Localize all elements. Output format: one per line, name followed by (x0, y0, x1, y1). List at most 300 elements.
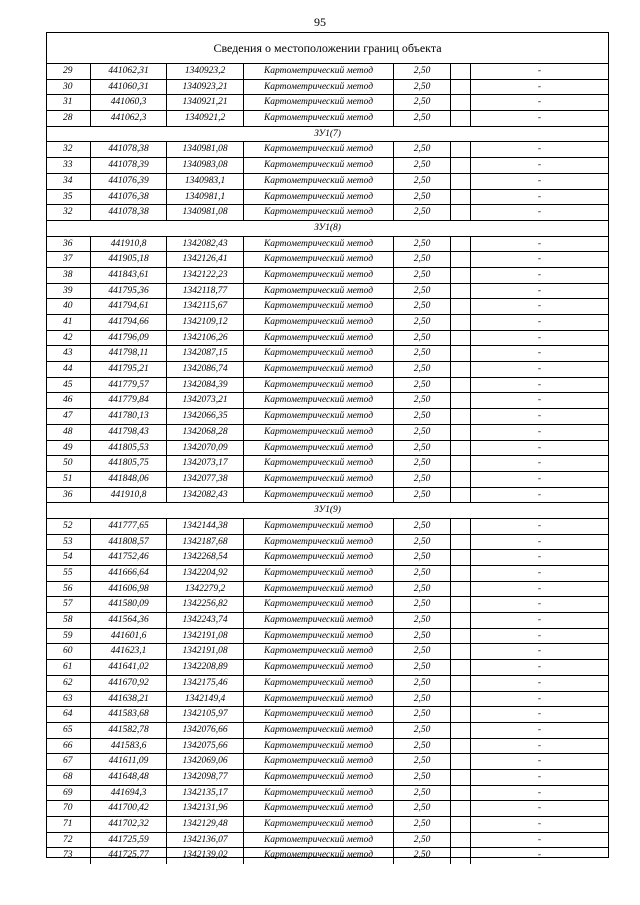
table-row (47, 833, 608, 849)
y-coordinate: 1342118,77 (167, 284, 244, 299)
y-coordinate: 1342122,23 (167, 268, 244, 283)
description: - (537, 160, 542, 171)
y-coordinate: 1342086,74 (167, 362, 244, 377)
table-row (47, 550, 608, 566)
accuracy: 2,50 (394, 817, 451, 832)
description: - (537, 426, 542, 437)
method: Картометрический метод (244, 378, 394, 393)
empty-cell (451, 692, 471, 707)
table-row (47, 441, 608, 457)
table-row (47, 676, 608, 692)
accuracy: 2,50 (394, 190, 451, 205)
empty-cell (451, 158, 471, 173)
method: Картометрический метод (244, 111, 394, 126)
y-coordinate: 1342070,09 (167, 441, 244, 456)
accuracy: 2,50 (394, 346, 451, 361)
point-number: 44 (47, 362, 91, 377)
empty-cell (451, 848, 471, 864)
x-coordinate: 441078,39 (91, 158, 167, 173)
table-row (47, 142, 608, 158)
x-coordinate: 441702,32 (91, 817, 167, 832)
point-number: 70 (47, 801, 91, 816)
description: - (537, 191, 542, 202)
y-coordinate: 1342149,4 (167, 692, 244, 707)
table-row (47, 456, 608, 472)
y-coordinate: 1340981,08 (167, 205, 244, 220)
x-coordinate: 441623,1 (91, 644, 167, 659)
point-number: 62 (47, 676, 91, 691)
method: Картометрический метод (244, 315, 394, 330)
y-coordinate: 1342135,17 (167, 786, 244, 801)
description: - (537, 395, 542, 406)
table-row (47, 817, 608, 833)
table-row (47, 64, 608, 80)
empty-cell (451, 409, 471, 424)
x-coordinate: 441062,3 (91, 111, 167, 126)
accuracy: 2,50 (394, 393, 451, 408)
empty-cell (451, 393, 471, 408)
point-number: 66 (47, 739, 91, 754)
accuracy: 2,50 (394, 268, 451, 283)
x-coordinate: 441700,42 (91, 801, 167, 816)
point-number: 29 (47, 64, 91, 79)
point-number: 31 (47, 95, 91, 110)
description: - (537, 379, 542, 390)
empty-cell (451, 142, 471, 157)
x-coordinate: 441078,38 (91, 205, 167, 220)
description: - (537, 630, 542, 641)
empty-cell (451, 456, 471, 471)
accuracy: 2,50 (394, 723, 451, 738)
point-number: 38 (47, 268, 91, 283)
table-row (47, 95, 608, 111)
description: - (537, 740, 542, 751)
empty-cell (451, 535, 471, 550)
method: Картометрический метод (244, 64, 394, 79)
y-coordinate: 1340981,08 (167, 142, 244, 157)
accuracy: 2,50 (394, 409, 451, 424)
method: Картометрический метод (244, 848, 394, 864)
x-coordinate: 441795,36 (91, 284, 167, 299)
point-number: 45 (47, 378, 91, 393)
empty-cell (451, 629, 471, 644)
accuracy: 2,50 (394, 456, 451, 471)
method: Картометрический метод (244, 80, 394, 95)
empty-cell (451, 786, 471, 801)
y-coordinate: 1342191,08 (167, 644, 244, 659)
point-number: 53 (47, 535, 91, 550)
x-coordinate: 441694,3 (91, 786, 167, 801)
x-coordinate: 441843,61 (91, 268, 167, 283)
empty-cell (451, 582, 471, 597)
accuracy: 2,50 (394, 535, 451, 550)
x-coordinate: 441606,98 (91, 582, 167, 597)
method: Картометрический метод (244, 158, 394, 173)
description: - (537, 207, 542, 218)
empty-cell (451, 739, 471, 754)
empty-cell (451, 676, 471, 691)
point-number: 34 (47, 174, 91, 189)
y-coordinate: 1342126,41 (167, 252, 244, 267)
description: - (537, 411, 542, 422)
method: Картометрический метод (244, 692, 394, 707)
y-coordinate: 1342256,82 (167, 597, 244, 612)
point-number: 33 (47, 158, 91, 173)
description: - (537, 332, 542, 343)
x-coordinate: 441582,78 (91, 723, 167, 738)
y-coordinate: 1342187,68 (167, 535, 244, 550)
description: - (537, 97, 542, 108)
empty-cell (451, 597, 471, 612)
section-label: ЗУ1(9) (47, 503, 608, 519)
accuracy: 2,50 (394, 770, 451, 785)
point-number: 36 (47, 488, 91, 503)
y-coordinate: 1342279,2 (167, 582, 244, 597)
accuracy: 2,50 (394, 644, 451, 659)
table-row (47, 707, 608, 723)
accuracy: 2,50 (394, 111, 451, 126)
method: Картометрический метод (244, 739, 394, 754)
method: Картометрический метод (244, 535, 394, 550)
accuracy: 2,50 (394, 205, 451, 220)
description: - (537, 285, 542, 296)
empty-cell (451, 488, 471, 503)
point-number: 36 (47, 237, 91, 252)
page-number: 95 (314, 15, 326, 29)
x-coordinate: 441794,66 (91, 315, 167, 330)
x-coordinate: 441062,31 (91, 64, 167, 79)
point-number: 55 (47, 566, 91, 581)
x-coordinate: 441910,8 (91, 488, 167, 503)
x-coordinate: 441777,65 (91, 519, 167, 534)
description: - (537, 489, 542, 500)
point-number: 49 (47, 441, 91, 456)
method: Картометрический метод (244, 770, 394, 785)
y-coordinate: 1342082,43 (167, 488, 244, 503)
method: Картометрический метод (244, 707, 394, 722)
accuracy: 2,50 (394, 754, 451, 769)
description: - (537, 238, 542, 249)
accuracy: 2,50 (394, 786, 451, 801)
x-coordinate: 441564,36 (91, 613, 167, 628)
empty-cell (451, 566, 471, 581)
table-title: Сведения о местоположении границ объекта (47, 33, 608, 64)
accuracy: 2,50 (394, 566, 451, 581)
y-coordinate: 1342082,43 (167, 237, 244, 252)
accuracy: 2,50 (394, 315, 451, 330)
accuracy: 2,50 (394, 331, 451, 346)
table-row (47, 299, 608, 315)
y-coordinate: 1342105,97 (167, 707, 244, 722)
table-row (47, 425, 608, 441)
empty-cell (451, 64, 471, 79)
point-number: 56 (47, 582, 91, 597)
accuracy: 2,50 (394, 582, 451, 597)
point-number: 48 (47, 425, 91, 440)
point-number: 43 (47, 346, 91, 361)
table-row (47, 597, 608, 613)
accuracy: 2,50 (394, 660, 451, 675)
table-row (47, 190, 608, 206)
y-coordinate: 1340983,08 (167, 158, 244, 173)
table-row (47, 488, 608, 504)
table-row (47, 393, 608, 409)
description: - (537, 317, 542, 327)
empty-cell (451, 441, 471, 456)
table-row (47, 315, 608, 331)
empty-cell (451, 833, 471, 848)
description: - (537, 175, 542, 186)
description: - (537, 520, 542, 531)
x-coordinate: 441848,06 (91, 472, 167, 487)
accuracy: 2,50 (394, 739, 451, 754)
method: Картометрический метод (244, 425, 394, 440)
empty-cell (451, 378, 471, 393)
method: Картометрический метод (244, 362, 394, 377)
accuracy: 2,50 (394, 174, 451, 189)
table-row (47, 472, 608, 488)
method: Картометрический метод (244, 566, 394, 581)
empty-cell (451, 315, 471, 330)
description: - (537, 66, 542, 76)
y-coordinate: 1342175,46 (167, 676, 244, 691)
x-coordinate: 441779,84 (91, 393, 167, 408)
method: Картометрический метод (244, 331, 394, 346)
point-number: 41 (47, 315, 91, 330)
x-coordinate: 441078,38 (91, 142, 167, 157)
empty-cell (451, 472, 471, 487)
y-coordinate: 1342106,26 (167, 331, 244, 346)
empty-cell (451, 425, 471, 440)
point-number: 50 (47, 456, 91, 471)
empty-cell (451, 550, 471, 565)
table-row (47, 205, 608, 221)
method: Картометрический метод (244, 299, 394, 314)
accuracy: 2,50 (394, 597, 451, 612)
method: Картометрический метод (244, 801, 394, 816)
empty-cell (451, 268, 471, 283)
x-coordinate: 441648,48 (91, 770, 167, 785)
section-label: ЗУ1(8) (47, 221, 608, 237)
table-row (47, 613, 608, 629)
accuracy: 2,50 (394, 692, 451, 707)
accuracy: 2,50 (394, 676, 451, 691)
x-coordinate: 441798,43 (91, 425, 167, 440)
table-row (47, 331, 608, 347)
y-coordinate: 1340923,2 (167, 64, 244, 79)
x-coordinate: 441795,21 (91, 362, 167, 377)
description: - (537, 458, 542, 469)
accuracy: 2,50 (394, 237, 451, 252)
table-row (47, 519, 608, 535)
y-coordinate: 1342073,17 (167, 456, 244, 471)
table-row (47, 111, 608, 127)
point-number: 42 (47, 331, 91, 346)
section-label: ЗУ1(7) (47, 127, 608, 143)
method: Картометрический метод (244, 142, 394, 157)
empty-cell (451, 362, 471, 377)
method: Картометрический метод (244, 393, 394, 408)
table-row (47, 723, 608, 739)
accuracy: 2,50 (394, 613, 451, 628)
empty-cell (451, 644, 471, 659)
point-number: 35 (47, 190, 91, 205)
table-row (47, 848, 608, 864)
x-coordinate: 441583,68 (91, 707, 167, 722)
table-row (47, 284, 608, 300)
method: Картометрический метод (244, 833, 394, 848)
table-row (47, 174, 608, 190)
point-number: 71 (47, 817, 91, 832)
y-coordinate: 1340923,21 (167, 80, 244, 95)
empty-cell (451, 613, 471, 628)
accuracy: 2,50 (394, 95, 451, 110)
x-coordinate: 441641,02 (91, 660, 167, 675)
x-coordinate: 441076,39 (91, 174, 167, 189)
x-coordinate: 441796,09 (91, 331, 167, 346)
table-row (47, 801, 608, 817)
point-number: 69 (47, 786, 91, 801)
y-coordinate: 1340921,2 (167, 111, 244, 126)
point-number: 65 (47, 723, 91, 738)
x-coordinate: 441725,59 (91, 833, 167, 848)
point-number: 67 (47, 754, 91, 769)
x-coordinate: 441808,57 (91, 535, 167, 550)
description: - (537, 269, 542, 280)
point-number: 73 (47, 848, 91, 864)
point-number: 47 (47, 409, 91, 424)
x-coordinate: 441076,38 (91, 190, 167, 205)
point-number: 61 (47, 660, 91, 675)
x-coordinate: 441666,64 (91, 566, 167, 581)
description: - (537, 803, 542, 814)
table-row (47, 80, 608, 96)
method: Картометрический метод (244, 409, 394, 424)
table-row (47, 362, 608, 378)
empty-cell (451, 660, 471, 675)
table-row (47, 535, 608, 551)
method: Картометрический метод (244, 629, 394, 644)
accuracy: 2,50 (394, 64, 451, 79)
y-coordinate: 1342109,12 (167, 315, 244, 330)
table-row (47, 644, 608, 660)
table-row (47, 268, 608, 284)
accuracy: 2,50 (394, 80, 451, 95)
description: - (537, 662, 542, 673)
x-coordinate: 441583,6 (91, 739, 167, 754)
point-number: 59 (47, 629, 91, 644)
y-coordinate: 1342268,54 (167, 550, 244, 565)
accuracy: 2,50 (394, 378, 451, 393)
accuracy: 2,50 (394, 519, 451, 534)
y-coordinate: 1342084,39 (167, 378, 244, 393)
y-coordinate: 1342144,38 (167, 519, 244, 534)
x-coordinate: 441725,77 (91, 848, 167, 864)
y-coordinate: 1342204,92 (167, 566, 244, 581)
method: Картометрический метод (244, 472, 394, 487)
accuracy: 2,50 (394, 707, 451, 722)
point-number: 39 (47, 284, 91, 299)
method: Картометрический метод (244, 252, 394, 267)
y-coordinate: 1342068,28 (167, 425, 244, 440)
description: - (537, 536, 542, 547)
empty-cell (451, 174, 471, 189)
y-coordinate: 1342075,66 (167, 739, 244, 754)
description: - (537, 850, 542, 861)
table-row (47, 660, 608, 676)
table-row (47, 629, 608, 645)
x-coordinate: 441905,18 (91, 252, 167, 267)
description: - (537, 583, 542, 594)
empty-cell (451, 801, 471, 816)
empty-cell (451, 299, 471, 314)
y-coordinate: 1342208,89 (167, 660, 244, 675)
point-number: 64 (47, 707, 91, 722)
accuracy: 2,50 (394, 833, 451, 848)
description: - (537, 819, 542, 829)
x-coordinate: 441060,3 (91, 95, 167, 110)
empty-cell (451, 723, 471, 738)
point-number: 40 (47, 299, 91, 314)
description: - (537, 771, 542, 782)
point-number: 52 (47, 519, 91, 534)
accuracy: 2,50 (394, 299, 451, 314)
point-number: 54 (47, 550, 91, 565)
table-row (47, 378, 608, 394)
description: - (537, 724, 542, 735)
x-coordinate: 441611,09 (91, 754, 167, 769)
method: Картометрический метод (244, 676, 394, 691)
description: - (537, 646, 542, 657)
accuracy: 2,50 (394, 848, 451, 864)
x-coordinate: 441670,92 (91, 676, 167, 691)
description: - (537, 552, 542, 563)
table-row (47, 409, 608, 425)
description: - (537, 301, 542, 312)
empty-cell (451, 80, 471, 95)
x-coordinate: 441910,8 (91, 237, 167, 252)
description: - (537, 615, 542, 626)
description: - (537, 709, 542, 720)
empty-cell (451, 252, 471, 267)
table-row (47, 692, 608, 708)
empty-cell (451, 707, 471, 722)
method: Картометрический метод (244, 205, 394, 220)
empty-cell (451, 770, 471, 785)
method: Картометрический метод (244, 519, 394, 534)
method: Картометрический метод (244, 644, 394, 659)
point-number: 46 (47, 393, 91, 408)
table-row (47, 566, 608, 582)
method: Картометрический метод (244, 441, 394, 456)
method: Картометрический метод (244, 660, 394, 675)
empty-cell (451, 284, 471, 299)
y-coordinate: 1342115,67 (167, 299, 244, 314)
accuracy: 2,50 (394, 629, 451, 644)
point-number: 60 (47, 644, 91, 659)
y-coordinate: 1342131,96 (167, 801, 244, 816)
y-coordinate: 1342098,77 (167, 770, 244, 785)
x-coordinate: 441752,46 (91, 550, 167, 565)
method: Картометрический метод (244, 723, 394, 738)
description: - (537, 473, 542, 484)
accuracy: 2,50 (394, 801, 451, 816)
y-coordinate: 1342077,38 (167, 472, 244, 487)
y-coordinate: 1342191,08 (167, 629, 244, 644)
x-coordinate: 441779,57 (91, 378, 167, 393)
method: Картометрический метод (244, 550, 394, 565)
table-row (47, 252, 608, 268)
